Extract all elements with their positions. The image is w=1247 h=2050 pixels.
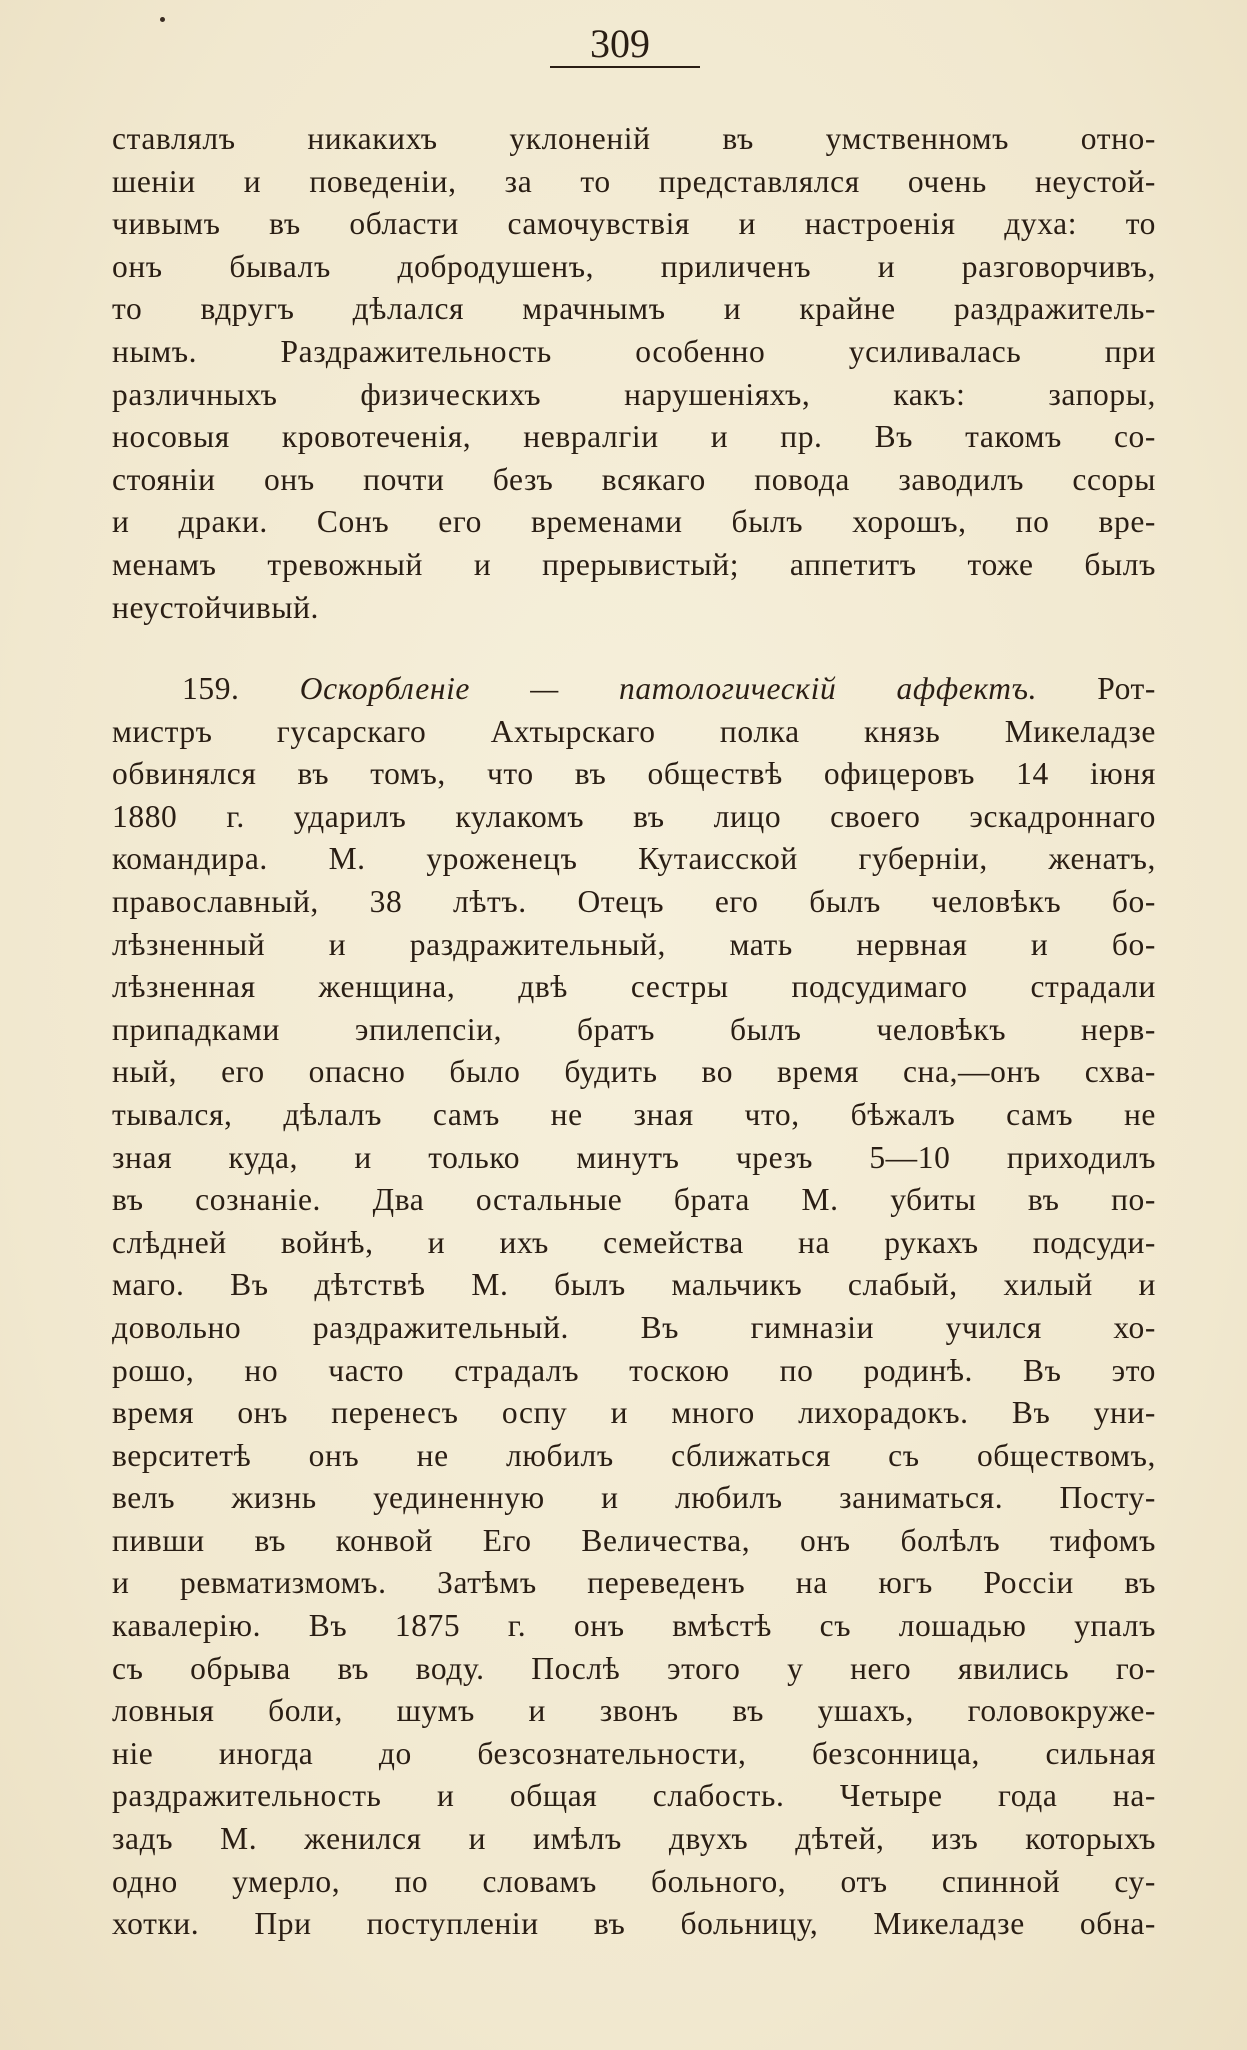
case-paragraph-159 <box>112 668 1156 1946</box>
text-line: стоянiи онъ почти безъ всякаго повода заводилъ ссоры <box>112 461 1156 497</box>
ink-dot <box>160 17 165 22</box>
text-line: шенiи и поведенiи, за то представлялся очень неустой- <box>112 163 1156 199</box>
text-line: лѣзненный и раздражительный, мать нервная и бо- <box>112 926 1156 962</box>
text-line: православный, 38 лѣтъ. Отецъ его былъ человѣкъ бо- <box>112 883 1156 919</box>
text-line: командира. М. уроженецъ Кутаисской губернiи, женатъ, <box>112 841 1156 877</box>
paragraph-continuation <box>112 118 1156 629</box>
text-line: время онъ перенесъ оспу и много лихорадокъ. Въ уни- <box>112 1395 1156 1431</box>
text-line: зная куда, и только минутъ чрезъ 5—10 приходилъ <box>112 1139 1156 1175</box>
text-line: тывался, дѣлалъ самъ не зная что, бѣжалъ самъ не <box>112 1096 1156 1132</box>
text-line: нiе иногда до безсознательности, безсонница, сильная <box>112 1735 1156 1771</box>
text-line: слѣдней войнѣ, и ихъ семейства на рукахъ подсуди- <box>112 1224 1156 1260</box>
text-line: велъ жизнь уединенную и любилъ заниматься. Посту- <box>112 1480 1156 1516</box>
text-line: ловныя боли, шумъ и звонъ въ ушахъ, головокруже- <box>112 1693 1156 1729</box>
text-line: рошо, но часто страдалъ тоскою по родинѣ. Въ это <box>112 1352 1156 1388</box>
text-line: то вдругъ дѣлался мрачнымъ и крайне раздражитель- <box>112 291 1156 327</box>
text-line: нымъ. Раздражительность особенно усиливалась при <box>112 333 1156 369</box>
text-line: носовыя кровотеченiя, невралгiи и пр. Въ такомъ со- <box>112 419 1156 455</box>
text-line: хотки. При поступленiи въ больницу, Микеладзе обна- <box>112 1906 1156 1942</box>
text-line: ставлялъ никакихъ уклоненiй въ умственномъ отно- <box>112 121 1156 156</box>
text-line: маго. Въ дѣтствѣ М. былъ мальчикъ слабый, хилый и <box>112 1267 1156 1303</box>
text-line: верситетѣ онъ не любилъ сближаться съ обществомъ, <box>112 1437 1156 1473</box>
text-line: лѣзненная женщина, двѣ сестры подсудимаго страдали <box>112 969 1156 1005</box>
text-line: довольно раздражительный. Въ гимназiи учился хо- <box>112 1309 1156 1345</box>
case-heading-line <box>112 668 1156 711</box>
text-line: раздражительность и общая слабость. Четыре года на- <box>112 1778 1156 1814</box>
text-line: ный, его опасно было будить во время сна,—онъ схва- <box>112 1054 1156 1090</box>
text-fragment: Рот- <box>1097 671 1156 706</box>
text-line: въ сознанiе. Два остальные брата М. убиты въ по- <box>112 1182 1156 1218</box>
text-line: пивши въ конвой Его Величества, онъ болѣлъ тифомъ <box>112 1522 1156 1558</box>
text-line: съ обрыва въ воду. Послѣ этого у него явились го- <box>112 1650 1156 1686</box>
text-line: обвинялся въ томъ, что въ обществѣ офицеровъ 14 iюня <box>112 756 1156 792</box>
text-line: различныхъ физическихъ нарушенiяхъ, какъ: запоры, <box>112 376 1156 412</box>
text-line: припадками эпилепсiи, братъ былъ человѣкъ нерв- <box>112 1011 1156 1047</box>
text-line: и ревматизмомъ. Затѣмъ переведенъ на югъ Россiи въ <box>112 1565 1156 1601</box>
text-line: чивымъ въ области самочувствiя и настроенiя духа: то <box>112 206 1156 242</box>
text-line: задъ М. женился и имѣлъ двухъ дѣтей, изъ которыхъ <box>112 1821 1156 1857</box>
text-line: неустойчивый. <box>112 589 320 625</box>
text-line: онъ бывалъ добродушенъ, приличенъ и разговорчивъ, <box>112 248 1156 284</box>
text-line: мистръ гусарскаго Ахтырскаго полка князь Микеладзе <box>112 713 1156 749</box>
text-line: кавалерiю. Въ 1875 г. онъ вмѣстѣ съ лошадью упалъ <box>112 1608 1156 1644</box>
page-number-underline <box>550 66 700 68</box>
case-number: 159. <box>182 671 240 706</box>
text-line: 1880 г. ударилъ кулакомъ въ лицо своего эскадроннаго <box>112 798 1156 834</box>
page-number: 309 <box>590 21 650 66</box>
text-line: одно умерло, по словамъ больного, отъ спинной су- <box>112 1863 1156 1899</box>
text-line: менамъ тревожный и прерывистый; аппетитъ тоже былъ <box>112 546 1156 582</box>
case-heading: Оскорбленiе — патологическiй аффектъ. <box>299 671 1038 706</box>
text-line: и драки. Сонъ его временами былъ хорошъ, по вре- <box>112 504 1156 540</box>
